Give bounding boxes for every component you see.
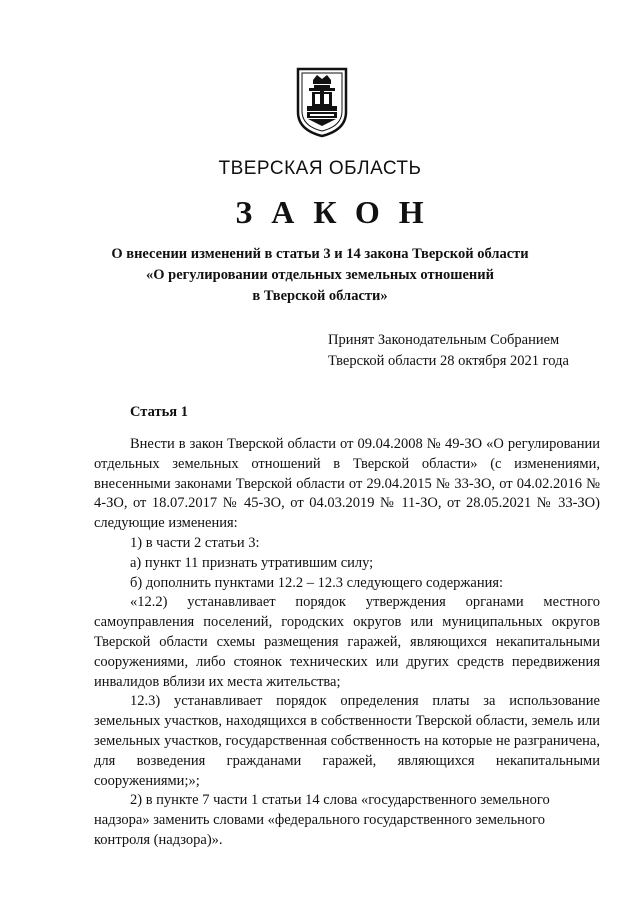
law-title-line: О внесении изменений в статьи 3 и 14 закона Тверской области — [111, 246, 529, 262]
article-body — [94, 435, 600, 851]
article-paragraph: 2) в пункте 7 части 1 статьи 14 слова «государственного земельного надзора» заменить словами «федерального государственного земельного контроля (надзора)». — [94, 792, 550, 848]
article-paragraph: а) пункт 11 признать утратившим силу; — [130, 554, 374, 571]
adoption-line: Принят Законодательным Собранием — [328, 332, 560, 348]
article-paragraph: 12.3) устанавливает порядок определения платы за использование земельных участков, находящихся в собственности Тверской области, земель или земельных участков, государственная собственность на которые не разграничена, для возведения гражданами гаражей, являющихся некапитальными сооружениями;»; — [94, 693, 600, 789]
article-paragraph: «12.2) устанавливает порядок утверждения органами местного самоуправления поселений, городских округов или муниципальных округов Тверской области схемы размещения гаражей, являющихся некапитальными сооружениями, либо стоянок технических или других средств передвижения инвалидов вблизи их места жительства; — [94, 594, 600, 690]
article-paragraph: б) дополнить пунктами 12.2 – 12.3 следующего содержания: — [130, 574, 504, 591]
document-type: ЗАКОН — [235, 194, 443, 230]
article-heading: Статья 1 — [130, 404, 188, 420]
coat-of-arms-icon — [296, 66, 348, 138]
law-title — [90, 244, 550, 307]
region-name: ТВЕРСКАЯ ОБЛАСТЬ — [218, 158, 422, 179]
law-title-line: в Тверской области» — [252, 288, 388, 304]
article-paragraph: 1) в части 2 статьи 3: — [130, 534, 260, 551]
article-paragraph: Внести в закон Тверской области от 09.04.2008 № 49-ЗО «О регулировании отдельных земельных отношений в Тверской области» (с изменениями, внесенными законами Тверской области от 29.04.2015 № 33-ЗО, от 04.02.2016 № 4-ЗО, от 18.07.2017 № 45-ЗО, от 04.03.2019 № 11-ЗО, от 28.05.2021 № 33-ЗО) следующие изменения: — [94, 436, 600, 532]
law-title-line: «О регулировании отдельных земельных отношений — [146, 267, 494, 283]
adoption-line: Тверской области 28 октября 2021 года — [328, 353, 569, 369]
adoption-note — [328, 330, 569, 372]
